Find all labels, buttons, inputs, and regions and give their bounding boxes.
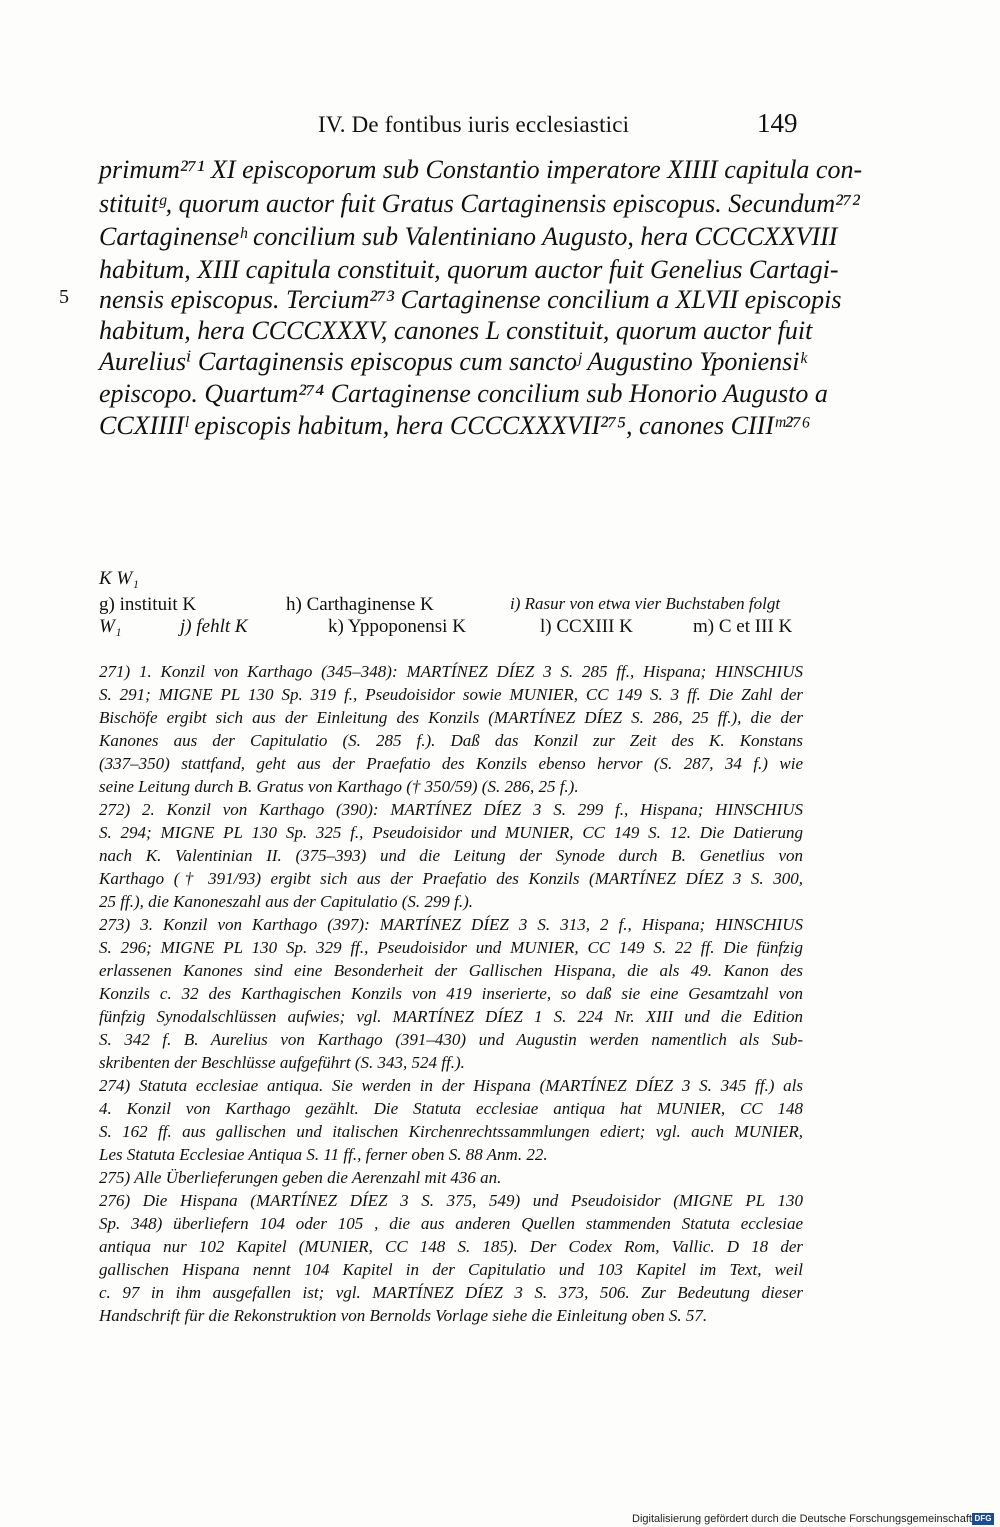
apparatus-entry: g) instituit K	[99, 594, 197, 615]
body-line: Aureliusⁱ Cartaginensis episcopus cum sanctoʲ Augustino Yponiensiᵏ	[99, 347, 807, 376]
footnote-line: 271) 1. Konzil von Karthago (345–348): MARTÍNEZ DÍEZ 3 S. 285 ff., Hispana; HINSCHIUS	[99, 662, 803, 681]
apparatus-entry: l) CCXIII K	[540, 616, 633, 637]
footnote-line: Konzils c. 32 des Karthagischen Konzils von 419 inserierte, so daß sie eine Gesamtzahl von	[99, 984, 803, 1003]
footnote-line: Handschrift für die Rekonstruktion von Bernolds Vorlage siehe die Einleitung oben S. 57.	[99, 1306, 708, 1325]
dfg-logo: DFG	[972, 1513, 994, 1525]
footnote-line: 272) 2. Konzil von Karthago (390): MARTÍNEZ DÍEZ 3 S. 299 f., Hispana; HINSCHIUS	[99, 800, 803, 819]
apparatus-entry: i) Rasur von etwa vier Buchstaben folgt	[510, 594, 781, 613]
apparatus-sigla: K W₁	[99, 568, 139, 589]
page-number: 149	[757, 108, 798, 138]
apparatus-entry: j) fehlt K	[180, 616, 248, 637]
footnote-line: S. 294; MIGNE PL 130 Sp. 325 f., Pseudoisidor und MUNIER, CC 149 S. 12. Die Datierung	[99, 823, 803, 842]
footnote-line: 273) 3. Konzil von Karthago (397): MARTÍNEZ DÍEZ 3 S. 313, 2 f., Hispana; HINSCHIUS	[99, 915, 803, 934]
footnote-line: Karthago († 391/93) ergibt sich aus der Praefatio des Konzils (MARTÍNEZ DÍEZ 3 S. 300,	[99, 869, 803, 888]
footnote-line: S. 291; MIGNE PL 130 Sp. 319 f., Pseudoisidor sowie MUNIER, CC 149 S. 3 ff. Die Zahl der	[99, 685, 803, 704]
footnote-line: nach K. Valentinian II. (375–393) und die Leitung der Synode durch B. Genetlius von	[99, 846, 803, 865]
footnote-line: 275) Alle Überlieferungen geben die Aerenzahl mit 436 an.	[99, 1168, 502, 1187]
body-line: Cartaginenseʰ concilium sub Valentiniano Augusto, hera CCCCXXVIII	[99, 222, 838, 251]
footnote-line: antiqua nur 102 Kapitel (MUNIER, CC 148 S. 185). Der Codex Rom, Vallic. D 18 der	[99, 1237, 803, 1256]
footnote-line: 276) Die Hispana (MARTÍNEZ DÍEZ 3 S. 375, 549) und Pseudoisidor (MIGNE PL 130	[99, 1191, 803, 1210]
body-line: stituitᵍ, quorum auctor fuit Gratus Cartaginensis episcopus. Secundum²⁷²	[99, 189, 860, 218]
body-line: CCXIIIIˡ episcopis habitum, hera CCCCXXXVII²⁷⁵, canones CIIIᵐ²⁷⁶	[99, 411, 811, 440]
body-line: nensis episcopus. Tercium²⁷³ Cartaginense concilium a XLVII episcopis	[99, 285, 842, 314]
body-line: habitum, XIII capitula constituit, quorum auctor fuit Genelius Cartagi-	[99, 255, 839, 284]
footnote-line: 274) Statuta ecclesiae antiqua. Sie werden in der Hispana (MARTÍNEZ DÍEZ 3 S. 345 ff.) als	[99, 1076, 803, 1095]
apparatus-entry: m) C et III K	[693, 616, 793, 637]
footnote-line: 25 ff.), die Kanoneszahl aus der Capitulatio (S. 299 f.).	[99, 892, 473, 911]
footnote-line: gallischen Hispana nennt 104 Kapitel in der Capitulatio und 103 Kapitel im Text, weil	[99, 1260, 803, 1279]
footnote-line: (337–350) stattfand, geht aus der Praefatio des Konzils ebenso hervor (S. 287, 34 f.) wie	[99, 754, 803, 773]
footnote-line: Les Statuta Ecclesiae Antiqua S. 11 ff., ferner oben S. 88 Anm. 22.	[99, 1145, 548, 1164]
footnote-line: Sp. 348) überliefern 104 oder 105 , die aus anderen Quellen stammenden Statuta ecclesiae	[99, 1214, 803, 1233]
body-line: episcopo. Quartum²⁷⁴ Cartaginense concilium sub Honorio Augusto a	[99, 379, 828, 408]
footnote-line: 4. Konzil von Karthago gezählt. Die Statuta ecclesiae antiqua hat MUNIER, CC 148	[99, 1099, 803, 1118]
body-line: habitum, hera CCCCXXXV, canones L constituit, quorum auctor fuit	[99, 316, 813, 345]
line-number: 5	[59, 286, 69, 308]
footnote-line: Bischöfe ergibt sich aus der Einleitung des Konzils (MARTÍNEZ DÍEZ S. 286, 25 ff.), die der	[99, 708, 803, 727]
apparatus-entry: h) Carthaginense K	[286, 594, 434, 615]
footnote-line: skribenten der Beschlüsse aufgeführt (S. 343, 524 ff.).	[99, 1053, 465, 1072]
footnote-line: seine Leitung durch B. Gratus von Karthago († 350/59) (S. 286, 25 f.).	[99, 777, 579, 796]
apparatus-entry: k) Yppoponensi K	[328, 616, 466, 637]
footnote-line: c. 97 in ihm ausgefallen ist; vgl. MARTÍNEZ DÍEZ 3 S. 373, 506. Zur Bedeutung dieser	[99, 1283, 803, 1302]
footnote-line: erlassenen Kanones sind eine Besonderheit der Gallischen Hispana, die als 49. Kanon des	[99, 961, 803, 980]
footnote-line: S. 162 ff. aus gallischen und italischen Kirchenrechtssammlungen ediert; vgl. auch MUNIER,	[99, 1122, 803, 1141]
funding-credit: Digitalisierung gefördert durch die Deutsche Forschungsgemeinschaft	[632, 1513, 972, 1525]
body-line: primum²⁷¹ XI episcoporum sub Constantio imperatore XIIII capitula con-	[99, 155, 863, 184]
running-title: IV. De fontibus iuris ecclesiastici	[318, 112, 630, 137]
footnote-line: fünfzig Synodalschlüssen aufwies; vgl. MARTÍNEZ DÍEZ 1 S. 224 Nr. XIII und die Edition	[99, 1007, 803, 1026]
footnote-line: S. 342 f. B. Aurelius von Karthago (391–430) und Augustin werden namentlich als Sub-	[99, 1030, 803, 1049]
apparatus-entry: W₁	[99, 616, 122, 637]
footnote-line: S. 296; MIGNE PL 130 Sp. 329 ff., Pseudoisidor und MUNIER, CC 149 S. 22 ff. Die fünfzig	[99, 938, 803, 957]
footnote-line: Kanones aus der Capitulatio (S. 285 f.). Daß das Konzil zur Zeit des K. Konstans	[99, 731, 803, 750]
